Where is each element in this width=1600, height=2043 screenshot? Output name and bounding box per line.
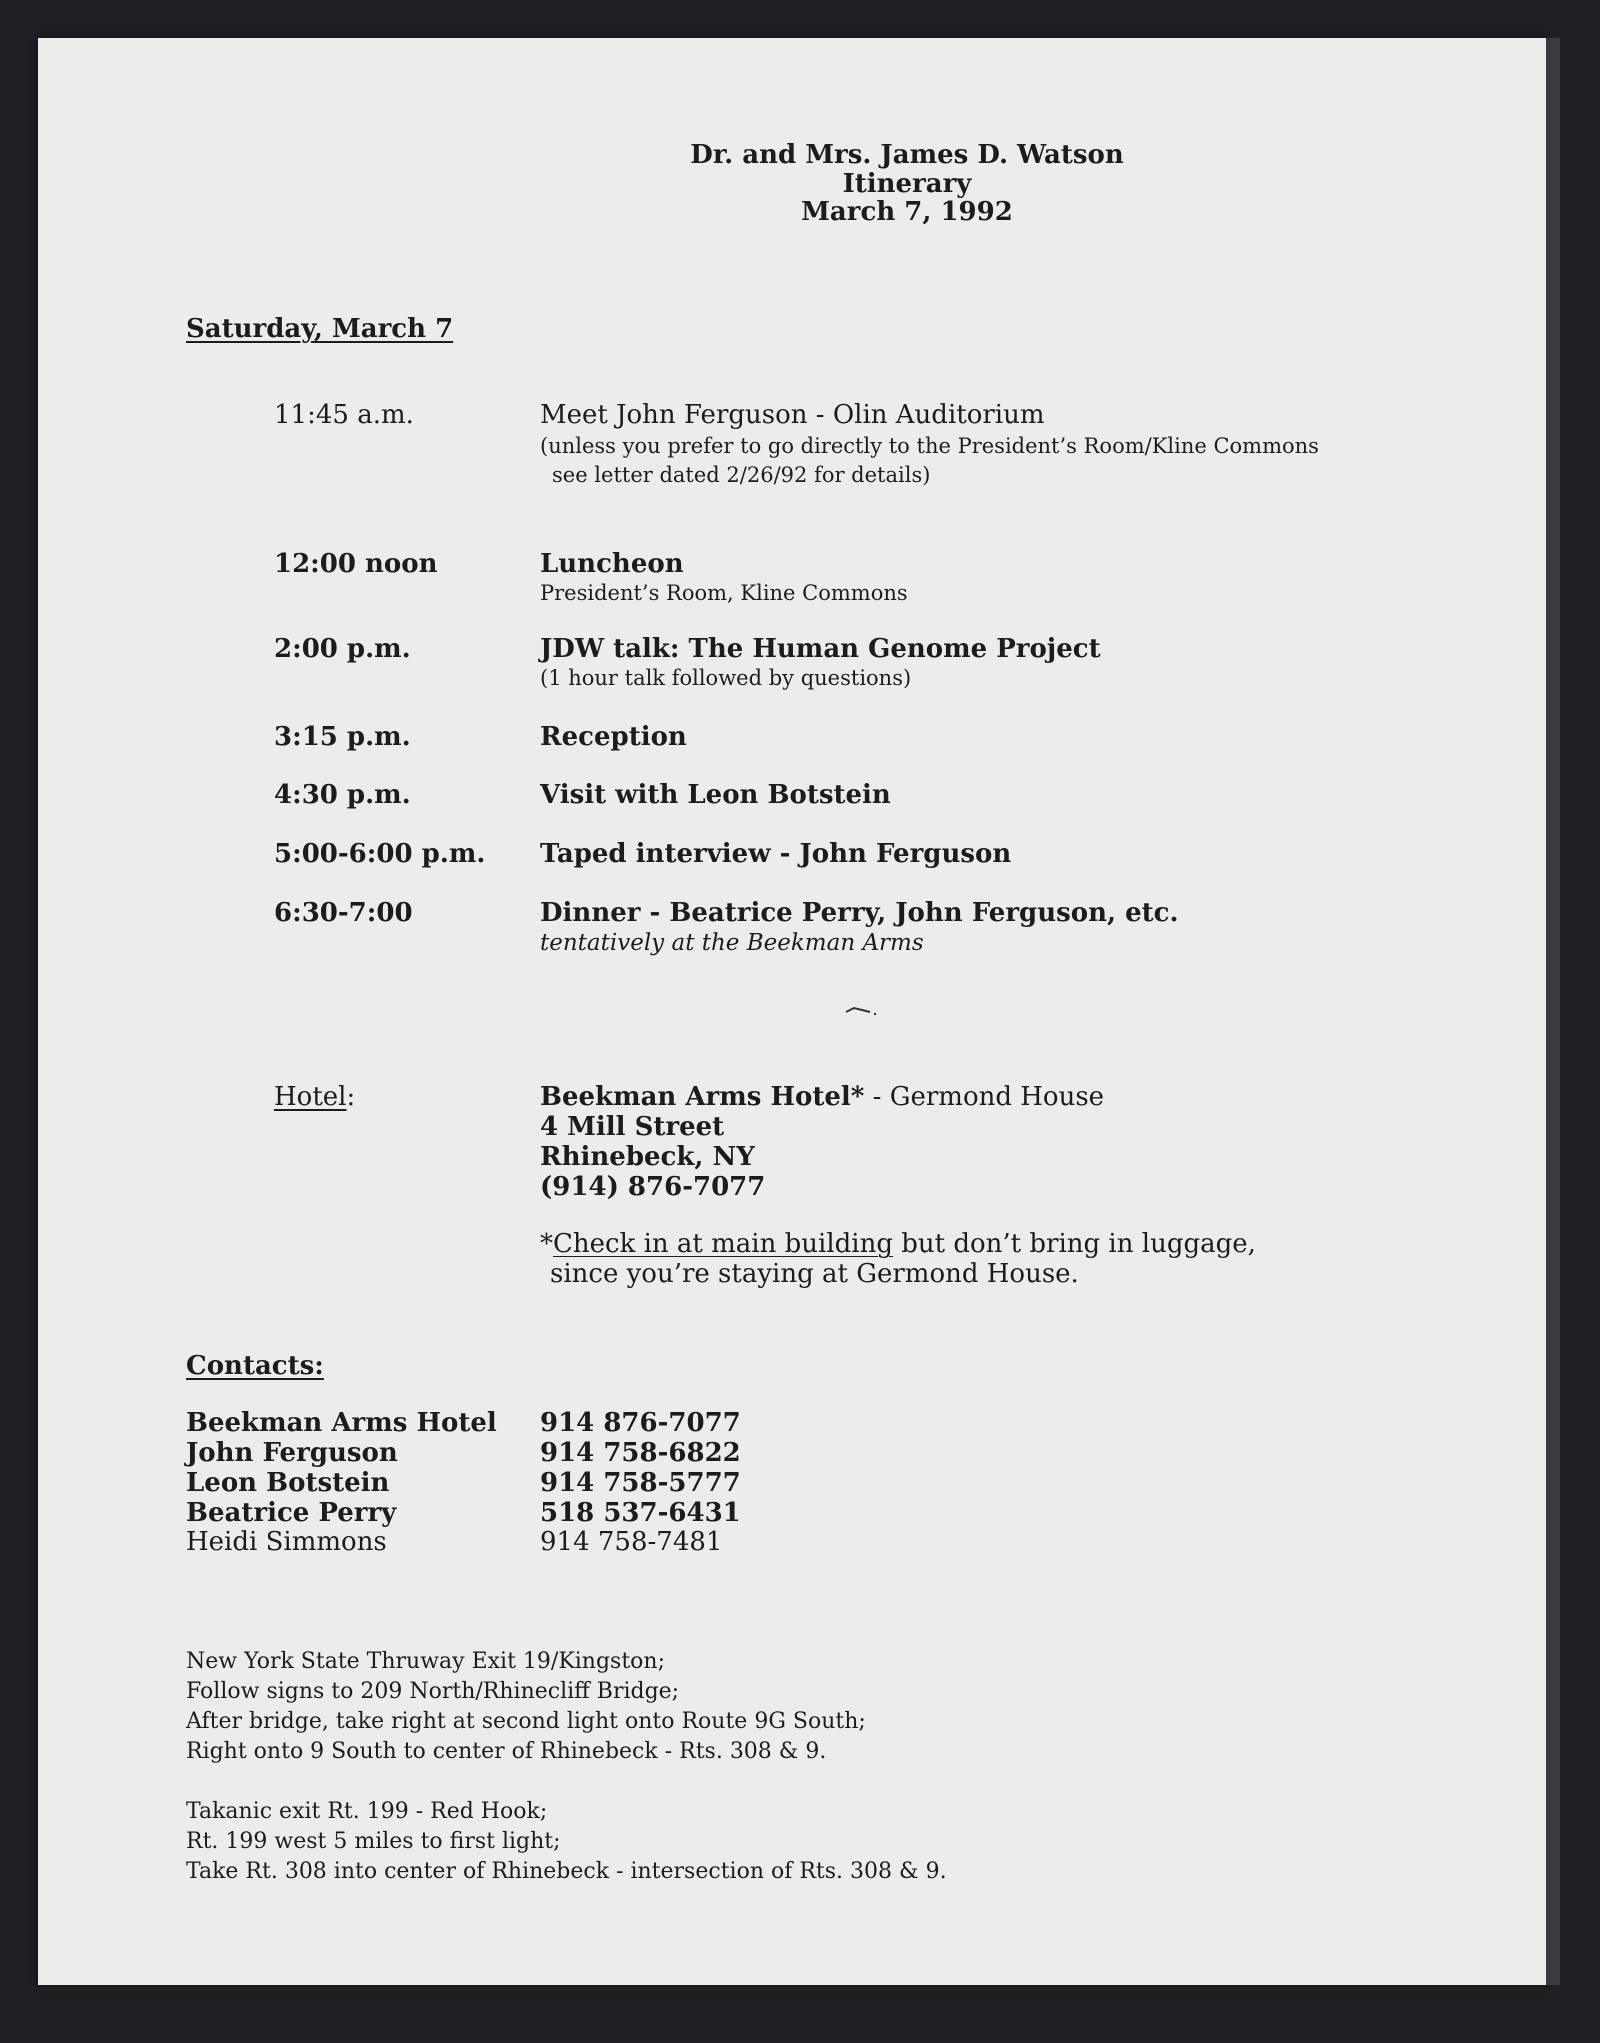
hotel-label: Hotel: <box>274 1082 356 1112</box>
schedule-note: see letter dated 2/26/92 for details) <box>552 463 931 487</box>
schedule-note: President’s Room, Kline Commons <box>540 581 908 605</box>
contact-name: Beekman Arms Hotel <box>186 1408 497 1438</box>
schedule-time: 6:30-7:00 <box>274 898 413 928</box>
hotel-city: Rhinebeck, NY <box>540 1142 755 1172</box>
contact-name: Heidi Simmons <box>186 1527 387 1557</box>
schedule-note: (1 hour talk followed by questions) <box>540 666 912 690</box>
schedule-title: Meet John Ferguson - Olin Auditorium <box>540 400 1045 430</box>
backing-edge <box>1546 38 1560 1985</box>
document-page <box>38 38 1546 1985</box>
hotel-note: *Check in at main building but don’t bring in luggage, <box>540 1229 1256 1259</box>
schedule-time: 11:45 a.m. <box>274 400 414 430</box>
schedule-time: 5:00-6:00 p.m. <box>274 839 486 869</box>
schedule-note: (unless you prefer to go directly to the President’s Room/Kline Commons <box>540 434 1319 458</box>
contacts-heading: Contacts: <box>186 1351 324 1381</box>
contact-phone: 914 758-7481 <box>540 1527 723 1557</box>
schedule-title: Visit with Leon Botstein <box>540 780 891 810</box>
direction-line: Right onto 9 South to center of Rhinebeck - Rts. 308 & 9. <box>186 1739 827 1764</box>
schedule-time: 2:00 p.m. <box>274 634 411 664</box>
schedule-time: 3:15 p.m. <box>274 722 411 752</box>
hotel-note-line2: since you’re staying at Germond House. <box>550 1259 1079 1289</box>
contact-phone: 914 758-6822 <box>540 1438 741 1468</box>
direction-line: After bridge, take right at second light onto Route 9G South; <box>186 1709 866 1734</box>
schedule-time: 12:00 noon <box>274 549 438 579</box>
contact-phone: 914 876-7077 <box>540 1408 741 1438</box>
contact-phone: 518 537-6431 <box>540 1498 741 1528</box>
schedule-title: Dinner - Beatrice Perry, John Ferguson, etc. <box>540 898 1179 928</box>
schedule-title: Reception <box>540 722 687 752</box>
schedule-title: JDW talk: The Human Genome Project <box>540 634 1101 664</box>
direction-line: Follow signs to 209 North/Rhinecliff Bridge; <box>186 1679 680 1704</box>
direction-line: Takanic exit Rt. 199 - Red Hook; <box>186 1799 548 1824</box>
contact-phone: 914 758-5777 <box>540 1468 741 1498</box>
schedule-title: Taped interview - John Ferguson <box>540 839 1012 869</box>
schedule-time: 4:30 p.m. <box>274 780 411 810</box>
schedule-title: Luncheon <box>540 549 684 579</box>
direction-line: Rt. 199 west 5 miles to first light; <box>186 1829 561 1854</box>
header-names: Dr. and Mrs. James D. Watson <box>690 140 1124 170</box>
direction-line: Take Rt. 308 into center of Rhinebeck - intersection of Rts. 308 & 9. <box>186 1859 947 1884</box>
day-heading: Saturday, March 7 <box>186 314 454 344</box>
contact-name: John Ferguson <box>186 1438 398 1468</box>
header-date: March 7, 1992 <box>801 197 1013 227</box>
contact-name: Beatrice Perry <box>186 1498 397 1528</box>
hotel-street: 4 Mill Street <box>540 1112 725 1142</box>
ink-smudge <box>844 1004 878 1016</box>
hotel-phone: (914) 876-7077 <box>540 1172 766 1202</box>
schedule-note: tentatively at the Beekman Arms <box>540 930 924 956</box>
contact-name: Leon Botstein <box>186 1468 390 1498</box>
header-itinerary: Itinerary <box>842 169 972 199</box>
hotel-name: Beekman Arms Hotel* - Germond House <box>540 1082 1105 1112</box>
direction-line: New York State Thruway Exit 19/Kingston; <box>186 1649 665 1674</box>
